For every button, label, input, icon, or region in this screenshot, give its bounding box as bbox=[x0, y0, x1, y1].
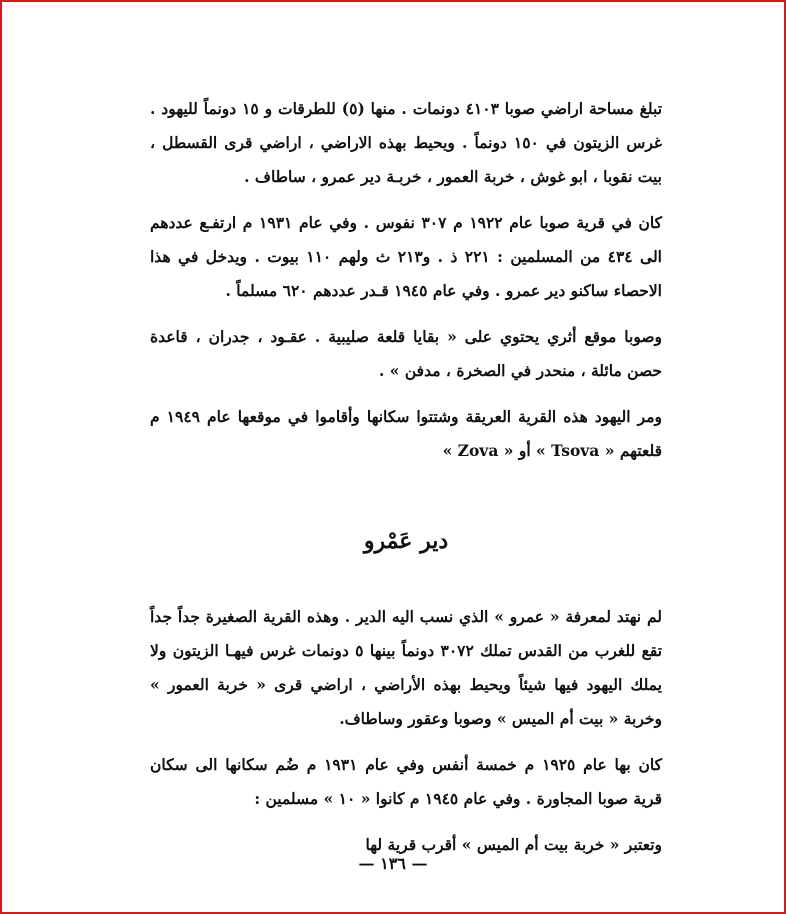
paragraph-deir-amr-nearest-village: وتعتبر « خربة بيت أم الميس » أقرب قرية لها bbox=[365, 835, 662, 854]
text-column bbox=[150, 92, 662, 862]
paragraph-soba-archaeology: وصوبا موقع أثري يحتوي على « بقايا قلعة صليبية . عقـود ، جدران ، قاعدة حصن مائلة ، منحدر في الصخرة ، مدفن » . bbox=[150, 327, 662, 380]
paragraph-deir-amr-description: لم نهتد لمعرفة « عمرو » الذي نسب اليه الدير . وهذه القرية الصغيرة جداً جداً تقع للغرب من القدس تملك ٣٠٧٢ دونماً بينها ٥ دونمات غرس فيهـا الزيتون ولا يملك اليهود فيها شيئاً ويحيط بهذه الأراضي ، اراضي قرى « خربة العمور » وخربة « بيت أم الميس » وصوبا وعقور وساطاف. bbox=[150, 607, 663, 728]
paragraph-deir-amr-population: كان بها عام ١٩٢٥ م خمسة أنفس وفي عام ١٩٣١ م ضُم سكانها الى سكان قرية صوبا المجاورة . وفي عام ١٩٤٥ م كانوا « ١٠ » مسلمين : bbox=[150, 755, 662, 808]
paragraph-soba-land-area: تبلغ مساحة اراضي صوبا ٤١٠٣ دونمات . منها (٥) للطرقات و ١٥ دونماً لليهود . غرس الزيتون في ١٥٠ دونماً . ويحيط بهذه الاراضي ، اراضي قرى القسطل ، بيت نقوبا ، ابو غوش ، خربة العمور ، خربـة دير عمرو ، ساطاف . bbox=[150, 99, 663, 186]
paragraph-soba-population: كان في قرية صوبا عام ١٩٢٢ م ٣٠٧ نفوس . وفي عام ١٩٣١ م ارتفـع عددهم الى ٤٣٤ من المسلمين : ٢٢١ ذ . و٢١٣ ث ولهم ١١٠ بيوت . ويدخل في هذا الاحصاء ساكنو دير عمرو . وفي عام ١٩٤٥ قـدر عددهم ٦٢٠ مسلماً . bbox=[150, 213, 663, 300]
section-title: دير عَمْرو bbox=[363, 528, 449, 554]
page-number: — ١٣٦ — bbox=[358, 854, 428, 873]
paragraph-soba-occupation: ومر اليهود هذه القرية العريقة وشتتوا سكانها وأقاموا في موقعها عام ١٩٤٩ م قلعتهم « Tsova » أو « Zova » bbox=[150, 407, 662, 460]
